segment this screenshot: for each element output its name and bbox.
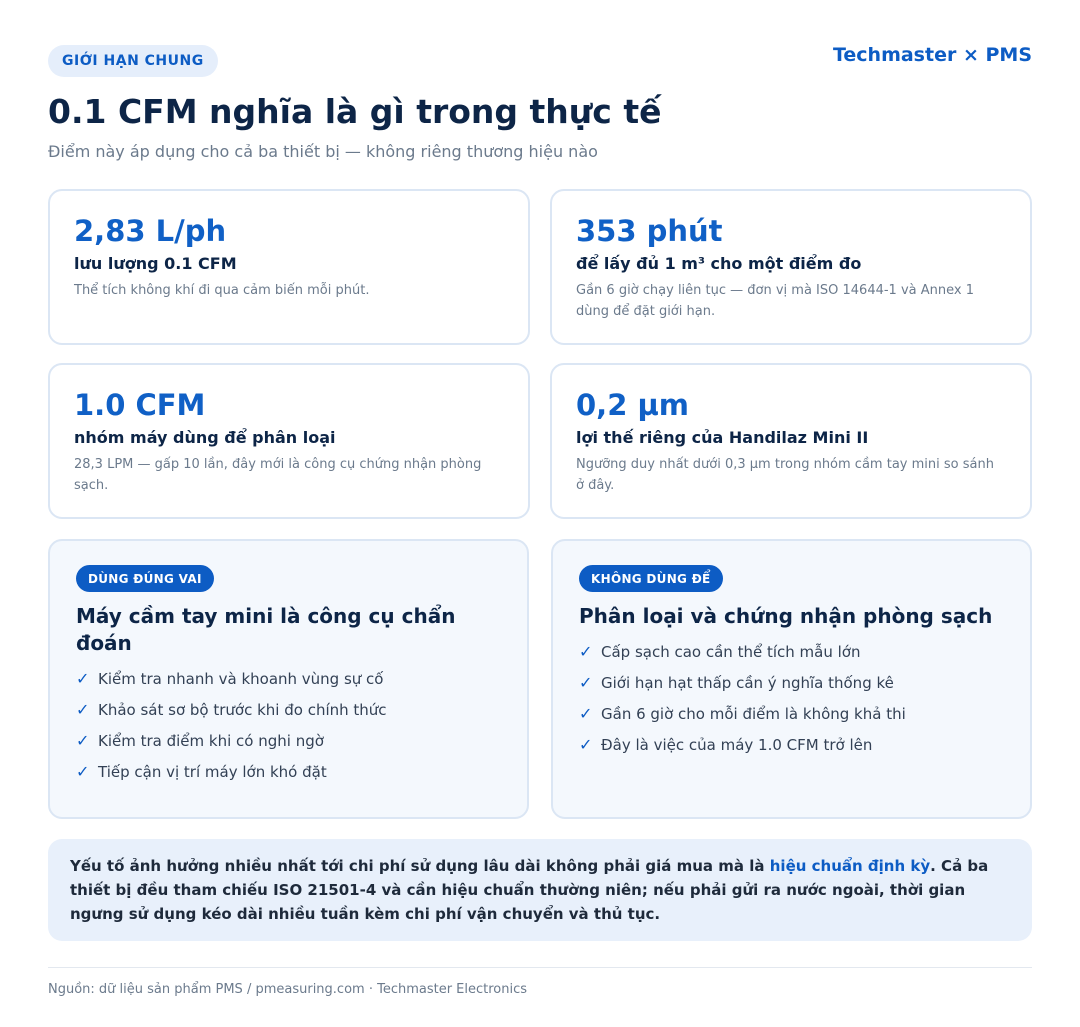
- list-item-text: Khảo sát sơ bộ trước khi đo chính thức: [98, 700, 387, 719]
- list-item: [76, 756, 503, 787]
- list-item-text: Gần 6 giờ cho mỗi điểm là không khả thi: [601, 704, 906, 723]
- stat-card-particle-size: [550, 363, 1032, 519]
- list-item-text: Cấp sạch cao cần thể tích mẫu lớn: [601, 642, 861, 661]
- panel-title: Phân loại và chứng nhận phòng sạch: [579, 604, 993, 628]
- panel-badge: DÙNG ĐÚNG VAI: [76, 565, 214, 592]
- calibration-note: [48, 839, 1032, 941]
- list-item-text: Kiểm tra điểm khi có nghi ngờ: [98, 731, 324, 750]
- list-item: [579, 729, 1006, 760]
- stat-label: lưu lượng 0.1 CFM: [74, 254, 237, 273]
- stat-card-sample-time: [550, 189, 1032, 345]
- stat-value: 0,2 µm: [576, 388, 690, 422]
- footer-divider: [48, 967, 1032, 968]
- panel-proper-use: [48, 539, 529, 819]
- list-item: [76, 663, 503, 694]
- stat-label: nhóm máy dùng để phân loại: [74, 428, 336, 447]
- check-icon: ✓: [579, 642, 593, 661]
- page-title: 0.1 CFM nghĩa là gì trong thực tế: [48, 92, 662, 131]
- brand-logo-text: Techmaster × PMS: [832, 44, 1032, 66]
- list-item-text: Đây là việc của máy 1.0 CFM trở lên: [601, 735, 873, 754]
- source-caption: Nguồn: dữ liệu sản phẩm PMS / pmeasuring.com · Techmaster Electronics: [48, 982, 528, 997]
- check-icon: ✓: [76, 762, 90, 781]
- stat-value: 1.0 CFM: [74, 388, 206, 422]
- check-icon: ✓: [76, 731, 90, 750]
- check-icon: ✓: [579, 704, 593, 723]
- panel-title: Máy cầm tay mini là công cụ chẩn đoán: [76, 604, 456, 655]
- checklist: [76, 663, 503, 787]
- stat-card-flow-rate: [48, 189, 530, 345]
- note-highlight: hiệu chuẩn định kỳ: [769, 857, 931, 875]
- checklist: [579, 636, 1006, 760]
- page-subtitle: Điểm này áp dụng cho cả ba thiết bị — không riêng thương hiệu nào: [48, 142, 598, 161]
- list-item-text: Giới hạn hạt thấp cần ý nghĩa thống kê: [601, 673, 894, 692]
- check-icon: ✓: [76, 669, 90, 688]
- note-text: Yếu tố ảnh hưởng nhiều nhất tới chi phí sử dụng lâu dài không phải giá mua mà là: [70, 857, 770, 875]
- panel-not-for-use: [551, 539, 1032, 819]
- stat-value: 2,83 L/ph: [74, 214, 227, 248]
- stat-label: lợi thế riêng của Handilaz Mini II: [576, 428, 869, 447]
- list-item: [579, 667, 1006, 698]
- list-item: [579, 698, 1006, 729]
- check-icon: ✓: [579, 673, 593, 692]
- check-icon: ✓: [76, 700, 90, 719]
- list-item: [76, 694, 503, 725]
- stat-description: Ngưỡng duy nhất dưới 0,3 µm trong nhóm cầm tay mini so sánh ở đây.: [576, 457, 994, 493]
- list-item-text: Kiểm tra nhanh và khoanh vùng sự cố: [98, 669, 384, 688]
- list-item-text: Tiếp cận vị trí máy lớn khó đặt: [98, 762, 327, 781]
- stat-description: Thể tích không khí đi qua cảm biến mỗi phút.: [74, 283, 370, 298]
- stat-description: Gần 6 giờ chạy liên tục — đơn vị mà ISO 14644-1 và Annex 1 dùng để đặt giới hạn.: [576, 283, 974, 319]
- check-icon: ✓: [579, 735, 593, 754]
- panel-badge: KHÔNG DÙNG ĐỂ: [579, 565, 723, 592]
- list-item: [579, 636, 1006, 667]
- stat-label: để lấy đủ 1 m³ cho một điểm đo: [576, 254, 862, 273]
- stat-description: 28,3 LPM — gấp 10 lần, đây mới là công cụ chứng nhận phòng sạch.: [74, 457, 482, 493]
- stat-value: 353 phút: [576, 214, 723, 248]
- section-tag: GIỚI HẠN CHUNG: [48, 45, 218, 77]
- note-text-continued: . Cả ba thiết bị đều tham chiếu ISO 21501-4 và cần hiệu chuẩn thường niên; nếu phải gửi ra nước ngoài, thời gian ngưng sử dụng kéo dài nhiều tuần kèm chi phí vận chuyển và thủ tục.: [70, 857, 989, 923]
- list-item: [76, 725, 503, 756]
- stat-card-classification: [48, 363, 530, 519]
